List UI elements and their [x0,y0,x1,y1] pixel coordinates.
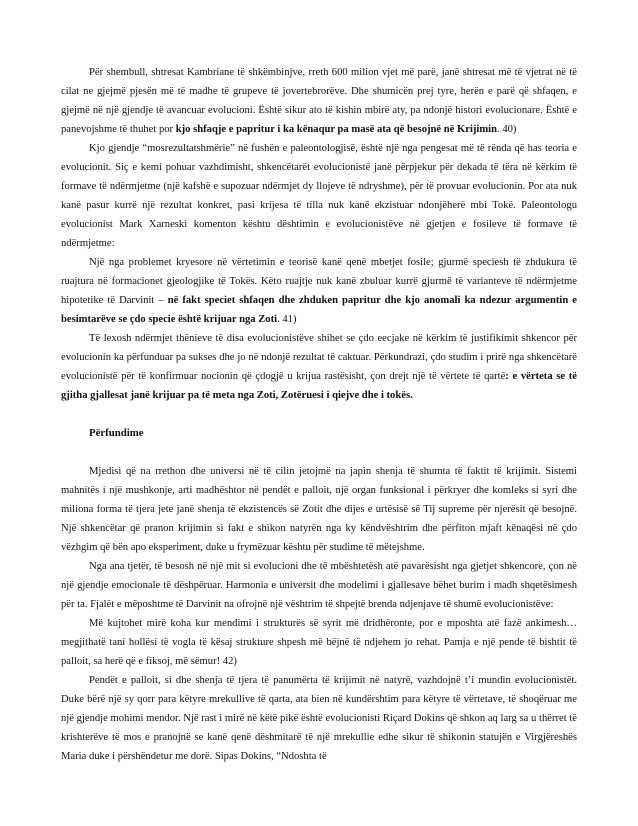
quote-text: Një nga problemet kryesore në vërtetimin e teorisë kanë qenë mbetjet fosile; gjurmë speciesh të zhdukura të ruajtura në formacionet gjeologjike të Tokës. Këto ruajtje nuk kanë zbuluar kurrë gjurmë të varianteve të ndërmjetme hipotetike të Darvinit – [61,257,577,306]
paragraph-cambrian [61,63,577,139]
paragraph-peacock: Pendët e palloit, si dhe shenja të tjera të panumërta të krijimit në natyrë, vazhdojnë t’i mundin evolucionistët. Duke bërë një sy qorr para këtyre mrekullive të qarta, ata bien në kundërshtim para këtyre të vërtetave, të shoqëruar me një gjendje mohimi mendor. Një rast i mirë në këtë pikë është evolucionisti Riçard Dokins që shkon aq larg sa u thërret të krishterëve të mos e pranojnë se kanë qenë dëshmitarë të një mrekullie edhe sikur të shikonin statujën e Virgjëreshës Maria duke i përshëndetur me dorë. Sipas Dokins, “Ndoshta të [61,675,577,762]
document-body [61,63,577,766]
paragraph-intermediate-forms: Kjo gjendje “mosrezultatshmërie” në fushën e paleontologjisë, është një nga pengesat më të rënda që has teoria e evolucionit. Siç e kemi pohuar vazhdimisht, shkencëtarët evolucionistë janë përpjekur për dekada të tëra në kërkim të formave të ndërmjetme (një kafshë e supozuar ndërmjet dy llojeve të ndryshme), për të provuar evolucionin. Por ata nuk kanë pasur kurrë një rezultat konkret, pasi krijesa të tilla nuk kanë ekzistuar ndonjëherë mbi Tokë. Paleontologu evolucionist Mark Xarneski komenton kështu dështimin e evolucionistëve në gjetjen e fosileve të formave të ndërmjetme: [61,143,577,249]
paragraph-environment: Mjedisi që na rrethon dhe universi në të cilin jetojmë na japin shenja të shumta të faktit të krijimit. Sistemi mahnitës i një mushkonje, arti madhështor në pendët e palloit, një organ funksional i përkryer dhe komleks si syri dhe miliona forma të tjera jete janë shenja të ekzistencës së Zotit dhe dijes e urtësisë së Tij supreme për njerësit që besojnë. Një shkencëtar që pranon krijimin si fakt e shikon natyrën nga ky këndvështrim dhe përfiton mjaft kënaqësi në çdo vëzhgim që bën apo eksperiment, duke u frymëzuar kështu për studime të mëtejshme. [61,466,577,553]
bold-emphasis: : e vërteta se të gjitha gjallesat janë krijuar pa të meta nga Zoti, Zotëruesi i qiejve dhe i tokës. [61,371,577,401]
bold-emphasis: kjo shfaqje e papritur i ka kënaqur pa masë ata që besojnë në Krijimin [175,124,498,135]
paragraph-text: Të lexosh ndërmjet thënieve të disa evolucionistëve shihet se çdo eecjake në kërkim të justifikimit shkencor për evolucionin ka përfunduar pa sukses dhe jo në ndonjë rezultat të caktuar. Përkundrazi, çdo studim i prirë nga shkencëtarë evolucionistë për të konfirmuar nocionin që çdogjë u krijua rastësisht, çon drejt një të vërtete të qartë [61,333,577,382]
section-heading: Përfundime [89,427,144,439]
citation: . 41) [277,314,297,325]
bold-emphasis: në fakt speciet shfaqen dhe zhduken papritur dhe kjo anomali ka ndezur argumentin e besimtarëve se çdo specie është krijuar nga Zoti [61,295,577,325]
paragraph-evolutionist-statements [61,329,577,405]
quote-darwin: Më kujtohet mirë koha kur mendimi i strukturës së syrit më dridhëronte, por e mposhta atë fazë ankimesh…megjithatë tani hollësi të vogla të kësaj strukture shpesh më bëjnë të ndjehem jo rehat. Pamja e një pende të bishtit të palloit, sa herë që e fiksoj, më sëmur! 42) [61,618,577,667]
paragraph-text: Për shembull, shtresat Kambriane të shkëmbinjve, rreth 600 milion vjet më parë, janë shtresat më të vjetrat në të cilat ne gjejmë pjesën më të madhe të grupeve të jovertebrorëve. Dhe shumicën prej tyre, herën e parë që shfaqen, e gjejmë në një gjendje të avancuar evolucioni. Është sikur ato të kishin mbirë aty, pa ndonjë histori evolucionare. Është e panevojshme të thuhet por [61,67,577,135]
paragraph-myth: Nga ana tjetër, të besosh në një mit si evolucioni dhe të mbështetësh atë pavarësisht nga gjetjet shkencore, çon në një gjendje emocionale të dëshpëruar. Harmonia e universit dhe modelimi i gjallesave bëhet burim i madh shqetësimesh për ta. Fjalët e mëposhtme të Darvinit na ofrojnë një vështrim të shpejtë brenda ndjenjave të shumë evolucionistëve: [61,561,577,610]
quote-xarneski [61,253,577,329]
citation: . 40) [497,124,517,135]
